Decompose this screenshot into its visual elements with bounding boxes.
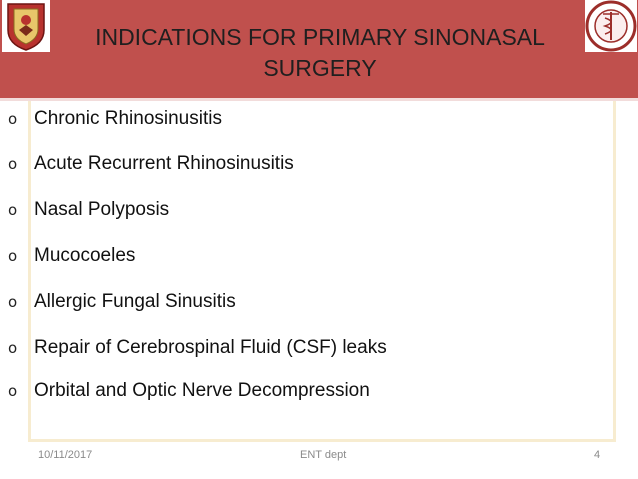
bullet-icon: o	[8, 293, 18, 311]
list-item-label: Acute Recurrent Rhinosinusitis	[34, 153, 294, 174]
list-item	[8, 151, 628, 177]
list-item-label: Chronic Rhinosinusitis	[34, 108, 222, 129]
list-item	[8, 106, 628, 132]
slide-title: INDICATIONS FOR PRIMARY SINONASAL SURGERY	[95, 24, 545, 81]
list-item	[8, 335, 628, 361]
list-item	[8, 197, 628, 223]
footer-center: ENT dept	[300, 449, 347, 461]
bullet-icon: o	[8, 247, 18, 265]
list-item-label: Mucocoeles	[34, 245, 136, 266]
army-crest-logo-icon	[2, 0, 50, 52]
bullet-icon: o	[8, 155, 18, 173]
list-item-label: Orbital and Optic Nerve Decompression	[34, 380, 370, 401]
bullet-icon: o	[8, 201, 18, 219]
footer-date: 10/11/2017	[38, 449, 93, 461]
bullet-icon: o	[8, 339, 18, 357]
list-item	[8, 243, 628, 269]
list-item	[8, 378, 628, 404]
list-item-label: Repair of Cerebrospinal Fluid (CSF) leaks	[34, 337, 387, 358]
college-seal-logo-icon	[585, 0, 637, 52]
list-item-label: Allergic Fungal Sinusitis	[34, 291, 236, 312]
footer-page-number: 4	[594, 449, 601, 461]
list-item	[8, 289, 628, 315]
bullet-icon: o	[8, 382, 18, 400]
list-item-label: Nasal Polyposis	[34, 199, 170, 220]
bullet-icon: o	[8, 110, 18, 128]
